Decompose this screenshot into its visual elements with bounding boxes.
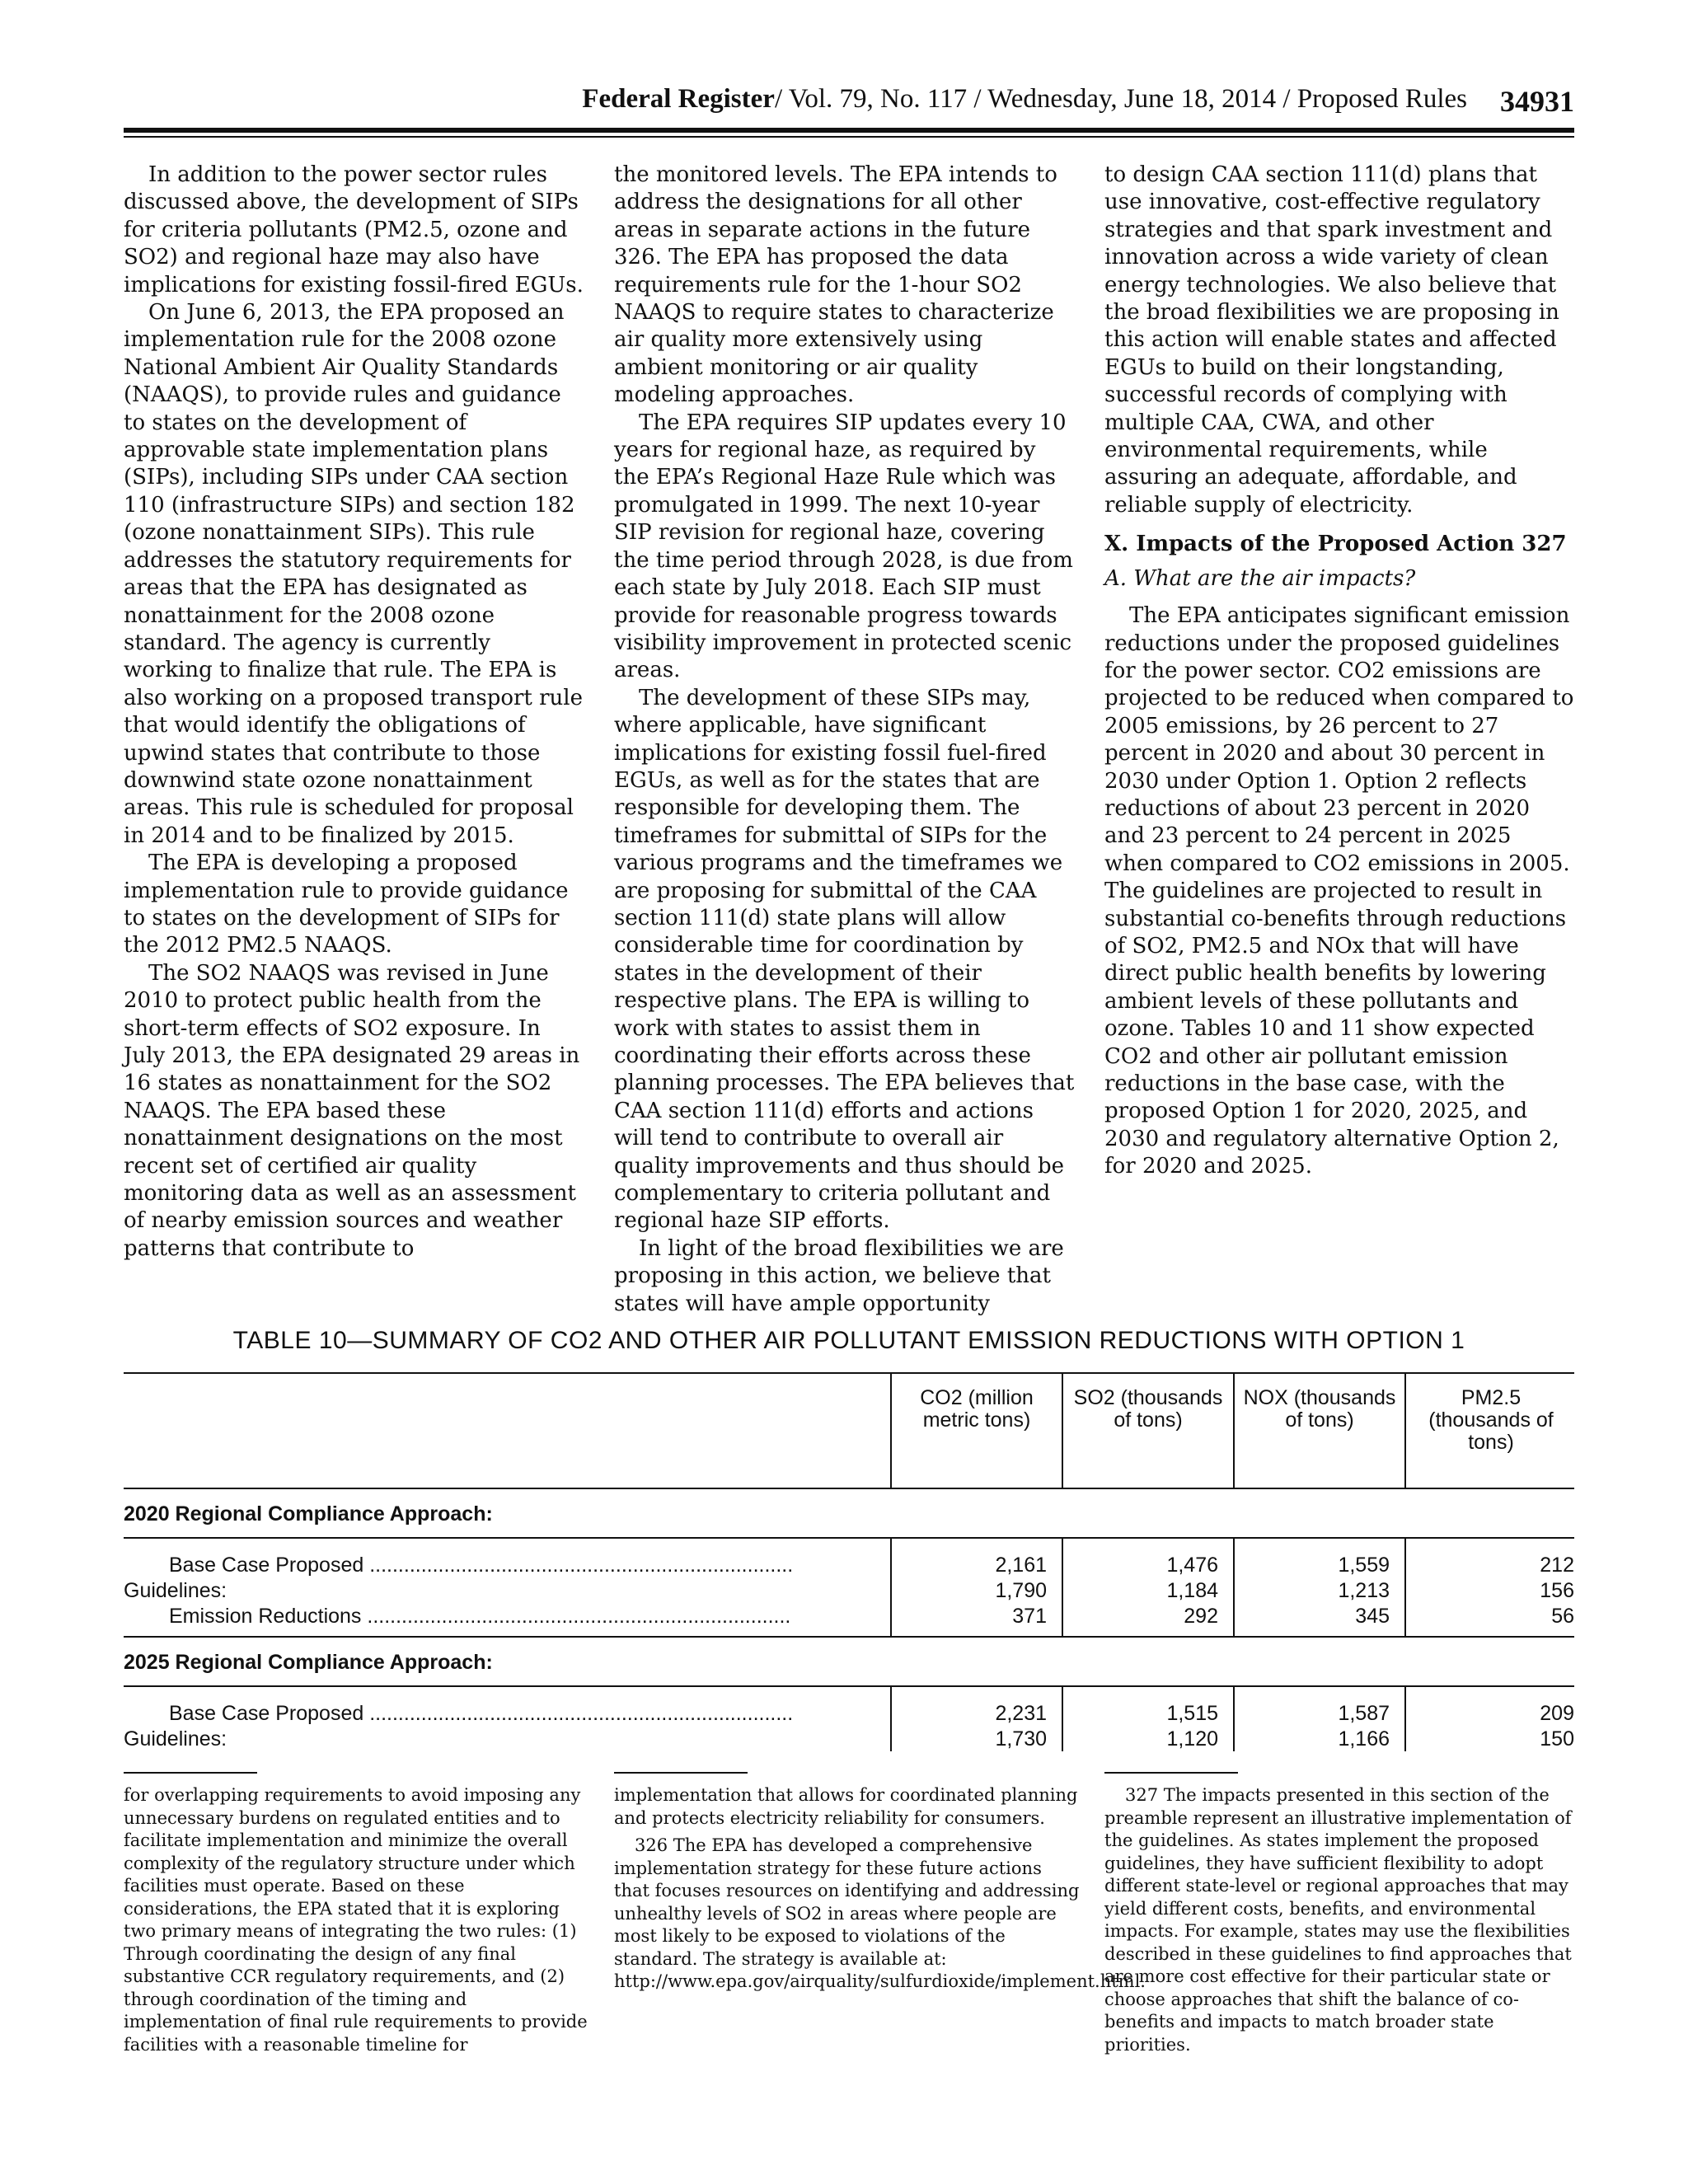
col-divider xyxy=(1233,1372,1235,1488)
paragraph: The EPA anticipates significant emission reductions under the proposed guidelines for the power sector. CO2 emissions are projected to be reduced when compared to 2005 emissions, by 26 percent to 27 percent in 2020 and about 30 percent in 2030 under Option 1. Option 2 reflects reductions of about 23 percent in 2020 and 23 percent to 24 percent in 2025 when compared to CO2 emissions in 2005. The guidelines are projected to result in substantial co-benefits through reductions of SO2, PM2.5 and NOx that will have direct public health benefits by lowering ambient levels of these pollutants and ozone. Tables 10 and 11 show expected CO2 and other air pollutant emission reductions in the base case, with the proposed Option 1 for 2020, 2025, and 2030 and regulatory alternative Option 2, for 2020 and 2025. xyxy=(1104,603,1574,1179)
paragraph: The SO2 NAAQS was revised in June 2010 to protect public health from the short-term effects of SO2 exposure. In July 2013, the EPA designated 29 areas in 16 states as nonattainment for the SO2 NAAQS. The EPA based these nonattainment designations on the most recent set of certified air quality monitoring data as well as an assessment of nearby emission sources and weather patterns that contribute to xyxy=(124,960,580,1261)
col-divider xyxy=(1404,1685,1406,1751)
subsection-heading: A. What are the air impacts? xyxy=(1104,565,1416,591)
header-rule-thin xyxy=(124,136,1574,138)
col-divider xyxy=(1404,1372,1406,1488)
row-label: Guidelines: xyxy=(124,1579,227,1602)
column-3 xyxy=(1104,162,1574,1181)
column-header: PM2.5 (thousands of tons) xyxy=(1428,1386,1554,1454)
paragraph: On June 6, 2013, the EPA proposed an implementation rule for the 2008 ozone National Ambient Air Quality Standards (NAAQS), to provide rules and guidance to states on the development of approvable state implementation plans (SIPs), including SIPs under CAA section 110 (infrastructure SIPs) and section 182 (ozone nonattainment SIPs). This rule addresses the statutory requirements for areas that the EPA has designated as nonattainment for the 2008 ozone standard. The agency is currently working to finalize that rule. The EPA is also working on a proposed transport rule that would identify the obligations of upwind states that contribute to those downwind state ozone nonattainment areas. This rule is scheduled for proposal in 2014 and to be finalized by 2015. xyxy=(124,300,584,848)
row-label: Base Case Proposed .......................................................................... xyxy=(169,1702,794,1725)
footnotes-col-3 xyxy=(1104,1784,1574,2056)
issue-info: / Vol. 79, No. 117 / Wednesday, June 18, 2014 / Proposed Rules xyxy=(774,84,1467,114)
footnote-rule xyxy=(1104,1772,1238,1774)
cell: 212 xyxy=(1540,1554,1574,1577)
column-header: SO2 (thousands of tons) xyxy=(1073,1386,1223,1432)
group-rule xyxy=(124,1537,1574,1539)
paragraph: The EPA requires SIP updates every 10 years for regional haze, as required by the EPA’s Regional Haze Rule which was promulgated in 1999. The next 10-year SIP revision for regional haze, covering the time period through 2028, is due from each state by July 2018. Each SIP must provide for reasonable progress towards visibility improvement in protected scenic areas. xyxy=(614,410,1073,683)
journal-name: Federal Register xyxy=(582,84,775,114)
row-rule xyxy=(124,1636,1574,1638)
col-divider xyxy=(1233,1685,1235,1751)
paragraph: The EPA is developing a proposed implementation rule to provide guidance to states on the development of SIPs for the 2012 PM2.5 NAAQS. xyxy=(124,851,569,958)
cell: 56 xyxy=(1551,1605,1574,1628)
paragraph: the monitored levels. The EPA intends to address the designations for all other areas in separate actions in the future 326. The EPA has proposed the data requirements rule for the 1-hour SO2 NAAQS to require states to characterize air quality more extensively using ambient monitoring or air quality modeling approaches. xyxy=(614,162,1057,408)
paragraph: to design CAA section 111(d) plans that use innovative, cost-effective regulatory strategies and that spark investment and innovation across a wide variety of clean energy technologies. We also believe that the broad flexibilities we are proposing in this action will enable states and affected EGUs to build on their longstanding, successful records of complying with multiple CAA, CWA, and other environmental requirements, while assuring an adequate, affordable, and reliable supply of electricity. xyxy=(1104,162,1559,518)
section-heading: X. Impacts of the Proposed Action 327 xyxy=(1104,532,1567,557)
cell: 1,515 xyxy=(1166,1702,1218,1725)
col-divider xyxy=(1062,1537,1063,1636)
col-divider xyxy=(1404,1537,1406,1636)
footnote-rule xyxy=(614,1772,748,1774)
cell: 156 xyxy=(1540,1579,1574,1602)
col-divider xyxy=(1233,1537,1235,1636)
col-divider xyxy=(890,1372,892,1488)
page-number: 34931 xyxy=(1500,85,1574,118)
cell: 292 xyxy=(1184,1605,1218,1628)
footnote-rule xyxy=(124,1772,257,1774)
column-1 xyxy=(124,162,585,1263)
cell: 371 xyxy=(1012,1605,1047,1628)
table-title: TABLE 10—SUMMARY OF CO2 AND OTHER AIR POLLUTANT EMISSION REDUCTIONS WITH OPTION 1 xyxy=(232,1327,1465,1354)
column-header: NOX (thousands of tons) xyxy=(1243,1386,1396,1432)
footnotes-col-2 xyxy=(614,1784,1146,1994)
group-label: 2020 Regional Compliance Approach: xyxy=(124,1502,493,1526)
cell: 1,587 xyxy=(1338,1702,1390,1725)
col-divider xyxy=(1062,1372,1063,1488)
footnotes-col-1 xyxy=(124,1784,589,2056)
footnote: for overlapping requirements to avoid imposing any unnecessary burdens on regulated entities and to facilitate implementation and minimize the overall complexity of the regulatory structure under which facilities must operate. Based on these considerations, the EPA stated that it is exploring two primary means of integrating the two rules: (1) Through coordinating the design of any final substantive CCR regulatory requirements, and (2) through coordination of the timing and implementation of final rule requirements to provide facilities with a reasonable timeline for xyxy=(124,1785,588,2055)
cell: 2,161 xyxy=(995,1554,1047,1577)
cell: 150 xyxy=(1540,1727,1574,1750)
cell: 1,213 xyxy=(1338,1579,1390,1602)
paragraph: In addition to the power sector rules discussed above, the development of SIPs for criteria pollutants (PM2.5, ozone and SO2) and regional haze may also have implications for existing fossil-fired EGUs. xyxy=(124,162,584,298)
paragraph: In light of the broad flexibilities we are proposing in this action, we believe that states will have ample opportunity xyxy=(614,1235,1064,1316)
col-divider xyxy=(890,1685,892,1751)
cell: 1,559 xyxy=(1338,1554,1390,1577)
table-top-rule xyxy=(124,1372,1574,1374)
row-label: Base Case Proposed .......................................................................... xyxy=(169,1554,794,1577)
group-label: 2025 Regional Compliance Approach: xyxy=(124,1651,493,1674)
col-divider xyxy=(1062,1685,1063,1751)
row-label: Emission Reductions .......................................................................... xyxy=(169,1605,791,1628)
footnote-327: 327 The impacts presented in this section of the preamble represent an illustrative implementation of the guidelines. As states implement the proposed guidelines, they have sufficient flexibility to adopt different state-level or regional approaches that may yield different costs, benefits, and environmental impacts. For example, states may use the flexibilities described in these guidelines to find approaches that are more cost effective for their particular state or choose approaches that shift the balance of co-benefits and impacts to match broader state priorities. xyxy=(1104,1785,1572,2055)
cell: 1,476 xyxy=(1166,1554,1218,1577)
header-rule xyxy=(124,128,1574,133)
header-citation xyxy=(582,84,1467,115)
row-label: Guidelines: xyxy=(124,1727,227,1750)
cell: 1,730 xyxy=(995,1727,1047,1750)
cell: 1,790 xyxy=(995,1579,1047,1602)
cell: 2,231 xyxy=(995,1702,1047,1725)
emissions-table xyxy=(124,1372,1574,1751)
column-2 xyxy=(614,162,1076,1318)
header-rule xyxy=(124,1488,1574,1489)
footnote: implementation that allows for coordinated planning and protects electricity reliability for consumers. xyxy=(614,1785,1078,1828)
page-header xyxy=(124,84,1574,125)
group-rule xyxy=(124,1685,1574,1687)
cell: 209 xyxy=(1540,1702,1574,1725)
cell: 345 xyxy=(1355,1605,1390,1628)
cell: 1,120 xyxy=(1166,1727,1218,1750)
footnote-326: 326 The EPA has developed a comprehensive implementation strategy for these future actions that focuses resources on identifying and addressing unhealthy levels of SO2 in areas where people are most likely to be exposed to violations of the standard. The strategy is available at: http://www.epa.gov/airquality/sulfurdioxide/implement.html. xyxy=(614,1835,1146,1991)
paragraph: The development of these SIPs may, where applicable, have significant implications for existing fossil fuel-fired EGUs, as well as for the states that are responsible for developing them. The timeframes for submittal of SIPs for the various programs and the timeframes we are proposing for submittal of the CAA section 111(d) state plans will allow considerable time for coordination by states in the development of their respective plans. The EPA is willing to work with states to assist them in coordinating their efforts across these planning processes. The EPA believes that CAA section 111(d) efforts and actions will tend to contribute to overall air quality improvements and thus should be complementary to criteria pollutant and regional haze SIP efforts. xyxy=(614,685,1075,1234)
col-divider xyxy=(890,1537,892,1636)
cell: 1,166 xyxy=(1338,1727,1390,1750)
column-header: CO2 (million metric tons) xyxy=(920,1386,1034,1432)
cell: 1,184 xyxy=(1166,1579,1218,1602)
